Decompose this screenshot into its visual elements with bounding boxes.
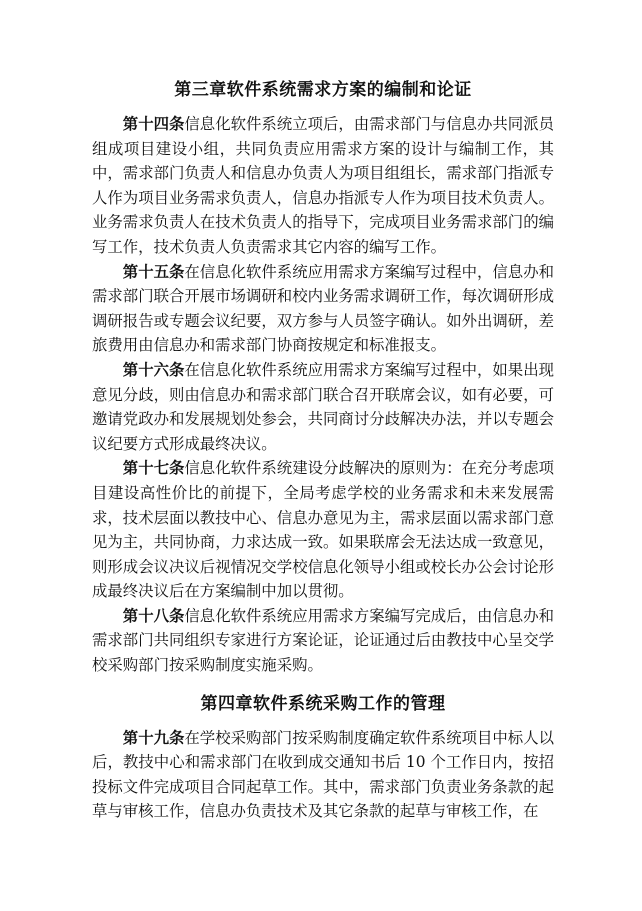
article-18 (92, 604, 554, 678)
article-15 (92, 260, 554, 358)
article-14-text: 信息化软件系统立项后，由需求部门与信息办共同派员组成项目建设小组，共同负责应用需求方案的设计与编制工作，其中，需求部门负责人和信息办负责人为项目组组长，需求部门指派专人作为项目业务需求负责人，信息办指派专人作为项目技术负责人。业务需求负责人在技术负责人的指导下，完成项目业务需求部门的编写工作，技术负责人负责需求其它内容的编写工作。 (92, 115, 554, 256)
article-18-text: 信息化软件系统应用需求方案编写完成后，由信息办和需求部门共同组织专家进行方案论证，论证通过后由教技中心呈交学校采购部门按采购制度实施采购。 (92, 606, 554, 675)
article-15-text: 在信息化软件系统应用需求方案编写过程中，信息办和需求部门联合开展市场调研和校内业务需求调研工作，每次调研形成调研报告或专题会议纪要，双方参与人员签字确认。如外出调研，差旅费用由信息办和需求部门协商按规定和标准报支。 (92, 262, 554, 355)
chapter-4-title: 第四章软件系统采购工作的管理 (200, 693, 446, 714)
document-page (92, 78, 554, 824)
article-17-number: 第十七条 (122, 459, 185, 478)
article-19-number: 第十九条 (122, 728, 185, 747)
article-14 (92, 112, 554, 260)
article-19-text: 在学校采购部门按采购制度确定软件系统项目中标人以后，教技中心和需求部门在收到成交通知书后 10 个工作日内，按招投标文件完成项目合同起草工作。其中，需求部门负责业务条款的起草与审核工作，信息办负责技术及其它条款的起草与审核工作，在 (92, 728, 554, 821)
article-16-text: 在信息化软件系统应用需求方案编写过程中，如果出现意见分歧，则由信息办和需求部门联合召开联席会议，如有必要，可邀请党政办和发展规划处参会，共同商讨分歧解决办法，并以专题会议纪要方式形成最终决议。 (92, 360, 554, 453)
article-18-number: 第十八条 (122, 606, 185, 625)
article-15-number: 第十五条 (122, 262, 185, 281)
article-17 (92, 456, 554, 604)
article-16-number: 第十六条 (122, 360, 185, 379)
article-17-text: 信息化软件系统建设分歧解决的原则为：在充分考虑项目建设高性价比的前提下，全局考虑学校的业务需求和未来发展需求，技术层面以教技中心、信息办意见为主，需求层面以需求部门意见为主，共同协商，力求达成一致。如果联席会无法达成一致意见，则形成会议决议后视情况交学校信息化领导小组或校长办公会讨论形成最终决议后在方案编制中加以贯彻。 (92, 459, 554, 601)
article-19 (92, 726, 554, 824)
chapter-3-title: 第三章软件系统需求方案的编制和论证 (174, 80, 472, 100)
article-14-number: 第十四条 (122, 115, 185, 133)
article-16 (92, 358, 554, 456)
